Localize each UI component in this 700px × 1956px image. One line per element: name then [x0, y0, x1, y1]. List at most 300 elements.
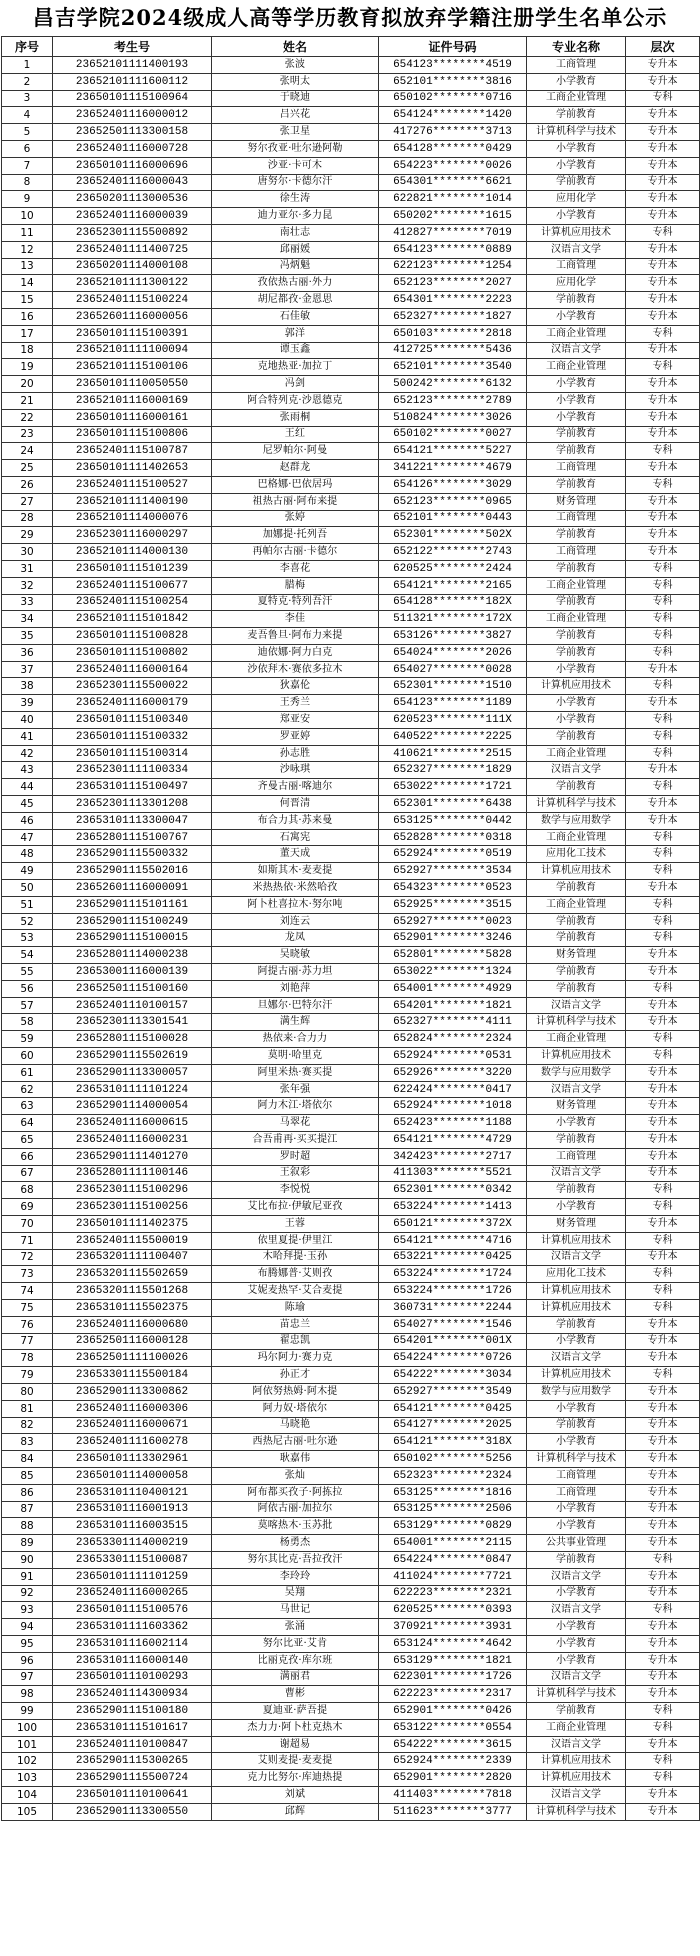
row-number-cell: 75	[2, 1299, 53, 1316]
level-cell: 专科	[626, 1367, 700, 1384]
id-number-cell: 653129********1821	[379, 1652, 527, 1669]
student-name-cell: 艾则麦提·麦麦提	[212, 1753, 379, 1770]
row-number-cell: 7	[2, 157, 53, 174]
row-number-cell: 3	[2, 90, 53, 107]
row-number-cell: 18	[2, 342, 53, 359]
student-name-cell: 耿嘉伟	[212, 1451, 379, 1468]
student-name-cell: 罗亚婷	[212, 728, 379, 745]
row-number-cell: 48	[2, 846, 53, 863]
id-number-cell: 652925********3515	[379, 896, 527, 913]
level-cell: 专升本	[626, 1619, 700, 1636]
table-row	[2, 762, 700, 779]
student-name-cell: 米热热依·米然哈孜	[212, 880, 379, 897]
exam-number-cell: 23650101113302961	[53, 1451, 212, 1468]
level-cell: 专科	[626, 863, 700, 880]
row-number-cell: 87	[2, 1501, 53, 1518]
major-name-cell: 小学教育	[527, 1333, 626, 1350]
student-name-cell: 王叙彩	[212, 1165, 379, 1182]
row-number-cell: 50	[2, 880, 53, 897]
level-cell: 专升本	[626, 1686, 700, 1703]
exam-number-cell: 23653101115502375	[53, 1299, 212, 1316]
id-number-cell: 653221********0425	[379, 1249, 527, 1266]
student-name-cell: 张雨桐	[212, 409, 379, 426]
major-name-cell: 工商管理	[527, 1148, 626, 1165]
exam-number-cell: 23652401115100787	[53, 443, 212, 460]
major-name-cell: 数学与应用数学	[527, 1064, 626, 1081]
table-row	[2, 1619, 700, 1636]
table-row	[2, 644, 700, 661]
id-number-cell: 370921********3931	[379, 1619, 527, 1636]
table-row	[2, 510, 700, 527]
level-cell: 专科	[626, 1602, 700, 1619]
exam-number-cell: 23652401111600278	[53, 1434, 212, 1451]
row-number-cell: 29	[2, 527, 53, 544]
major-name-cell: 汉语言文学	[527, 1350, 626, 1367]
row-number-cell: 68	[2, 1182, 53, 1199]
major-name-cell: 工商企业管理	[527, 896, 626, 913]
major-name-cell: 计算机应用技术	[527, 863, 626, 880]
exam-number-cell: 23652301113301541	[53, 1014, 212, 1031]
table-row	[2, 695, 700, 712]
student-name-cell: 沙亚·卡可木	[212, 157, 379, 174]
exam-number-cell: 23652101111400193	[53, 57, 212, 74]
row-number-cell: 54	[2, 947, 53, 964]
row-number-cell: 51	[2, 896, 53, 913]
student-name-cell: 迪依娜·阿力白克	[212, 644, 379, 661]
table-row	[2, 1132, 700, 1149]
table-row	[2, 913, 700, 930]
level-cell: 专升本	[626, 73, 700, 90]
row-number-cell: 65	[2, 1132, 53, 1149]
level-cell: 专科	[626, 1551, 700, 1568]
exam-number-cell: 23652801111100146	[53, 1165, 212, 1182]
table-row	[2, 1400, 700, 1417]
id-number-cell: 622123********1254	[379, 258, 527, 275]
exam-number-cell: 23652401115100677	[53, 577, 212, 594]
student-name-cell: 莫喀热木·玉苏批	[212, 1518, 379, 1535]
table-row	[2, 1199, 700, 1216]
id-number-cell: 654123********0889	[379, 241, 527, 258]
table-row	[2, 1249, 700, 1266]
major-name-cell: 学前教育	[527, 1703, 626, 1720]
table-row	[2, 1719, 700, 1736]
id-number-cell: 652924********2339	[379, 1753, 527, 1770]
exam-number-cell: 23650101114000058	[53, 1467, 212, 1484]
table-row	[2, 376, 700, 393]
id-number-cell: 653224********1413	[379, 1199, 527, 1216]
major-name-cell: 计算机科学与技术	[527, 1686, 626, 1703]
level-cell: 专升本	[626, 107, 700, 124]
exam-number-cell: 23653001116000139	[53, 964, 212, 981]
major-name-cell: 学前教育	[527, 728, 626, 745]
id-number-cell: 654123********4519	[379, 57, 527, 74]
level-cell: 专升本	[626, 1383, 700, 1400]
exam-number-cell: 23652401116000164	[53, 661, 212, 678]
student-name-cell: 合吾甫再·买买提江	[212, 1132, 379, 1149]
student-name-cell: 邱丽媛	[212, 241, 379, 258]
major-name-cell: 学前教育	[527, 880, 626, 897]
exam-number-cell: 23652401116000043	[53, 174, 212, 191]
row-number-cell: 39	[2, 695, 53, 712]
row-number-cell: 63	[2, 1098, 53, 1115]
student-name-cell: 张卫星	[212, 124, 379, 141]
major-name-cell: 财务管理	[527, 1215, 626, 1232]
exam-number-cell: 23653101116001913	[53, 1501, 212, 1518]
level-cell: 专科	[626, 90, 700, 107]
row-number-cell: 72	[2, 1249, 53, 1266]
row-number-cell: 35	[2, 628, 53, 645]
major-name-cell: 计算机科学与技术	[527, 124, 626, 141]
id-number-cell: 652301********6438	[379, 796, 527, 813]
major-name-cell: 数学与应用数学	[527, 1383, 626, 1400]
row-number-cell: 8	[2, 174, 53, 191]
row-number-cell: 38	[2, 678, 53, 695]
exam-number-cell: 23652101111400190	[53, 493, 212, 510]
major-name-cell: 学前教育	[527, 443, 626, 460]
level-cell: 专科	[626, 594, 700, 611]
exam-number-cell: 23650101110050550	[53, 376, 212, 393]
row-number-cell: 27	[2, 493, 53, 510]
row-number-cell: 2	[2, 73, 53, 90]
id-number-cell: 653129********0829	[379, 1518, 527, 1535]
table-row	[2, 1803, 700, 1820]
row-number-cell: 79	[2, 1367, 53, 1384]
row-number-cell: 85	[2, 1467, 53, 1484]
exam-number-cell: 23650101115100806	[53, 426, 212, 443]
major-name-cell: 小学教育	[527, 1518, 626, 1535]
table-row	[2, 1787, 700, 1804]
major-name-cell: 应用化工技术	[527, 1266, 626, 1283]
table-row	[2, 191, 700, 208]
major-name-cell: 工商企业管理	[527, 325, 626, 342]
student-name-cell: 胡尼都孜·金恩思	[212, 292, 379, 309]
table-row	[2, 947, 700, 964]
student-name-cell: 迪力亚尔·多力昆	[212, 208, 379, 225]
table-row	[2, 745, 700, 762]
student-name-cell: 杰力力·阿卜杜克热木	[212, 1719, 379, 1736]
id-number-cell: 654127********2025	[379, 1417, 527, 1434]
level-cell: 专科	[626, 896, 700, 913]
exam-number-cell: 23652901115500332	[53, 846, 212, 863]
exam-number-cell: 23650101115100964	[53, 90, 212, 107]
row-number-cell: 40	[2, 712, 53, 729]
row-number-cell: 15	[2, 292, 53, 309]
student-name-cell: 努尔其比克·吾拉孜汗	[212, 1551, 379, 1568]
level-cell: 专升本	[626, 695, 700, 712]
level-cell: 专科	[626, 1283, 700, 1300]
row-number-cell: 100	[2, 1719, 53, 1736]
table-row	[2, 1148, 700, 1165]
level-cell: 专升本	[626, 1316, 700, 1333]
row-number-cell: 41	[2, 728, 53, 745]
id-number-cell: 650103********2818	[379, 325, 527, 342]
level-cell: 专科	[626, 829, 700, 846]
major-name-cell: 学前教育	[527, 292, 626, 309]
id-number-cell: 652101********0443	[379, 510, 527, 527]
exam-number-cell: 23652101115100106	[53, 359, 212, 376]
table-row	[2, 1283, 700, 1300]
table-row	[2, 107, 700, 124]
row-number-cell: 105	[2, 1803, 53, 1820]
exam-number-cell: 23650101111402375	[53, 1215, 212, 1232]
major-name-cell: 计算机应用技术	[527, 1048, 626, 1065]
major-name-cell: 工商企业管理	[527, 90, 626, 107]
id-number-cell: 654121********4716	[379, 1232, 527, 1249]
major-name-cell: 学前教育	[527, 1132, 626, 1149]
id-number-cell: 652101********3540	[379, 359, 527, 376]
id-number-cell: 652423********1188	[379, 1115, 527, 1132]
id-number-cell: 652924********1018	[379, 1098, 527, 1115]
exam-number-cell: 23652101111100094	[53, 342, 212, 359]
row-number-cell: 32	[2, 577, 53, 594]
id-number-cell: 654123********1189	[379, 695, 527, 712]
student-name-cell: 王蓉	[212, 1215, 379, 1232]
major-name-cell: 财务管理	[527, 493, 626, 510]
row-number-cell: 9	[2, 191, 53, 208]
student-name-cell: 布腾娜普·艾则孜	[212, 1266, 379, 1283]
row-number-cell: 84	[2, 1451, 53, 1468]
table-row	[2, 1753, 700, 1770]
exam-number-cell: 23652301115500022	[53, 678, 212, 695]
level-cell: 专升本	[626, 1132, 700, 1149]
exam-number-cell: 23652401116000615	[53, 1115, 212, 1132]
student-name-cell: 阿依努热姆·阿木提	[212, 1383, 379, 1400]
table-row	[2, 476, 700, 493]
major-name-cell: 汉语言文学	[527, 1736, 626, 1753]
table-row	[2, 1484, 700, 1501]
student-name-cell: 阿提古丽·苏力坦	[212, 964, 379, 981]
exam-number-cell: 23652601116000091	[53, 880, 212, 897]
id-number-cell: 654222********3034	[379, 1367, 527, 1384]
row-number-cell: 21	[2, 392, 53, 409]
student-name-cell: 阿卜杜喜拉木·努尔吨	[212, 896, 379, 913]
id-number-cell: 622223********2321	[379, 1585, 527, 1602]
table-row	[2, 275, 700, 292]
table-row	[2, 1669, 700, 1686]
level-cell: 专升本	[626, 275, 700, 292]
level-cell: 专升本	[626, 1417, 700, 1434]
major-name-cell: 工商管理	[527, 510, 626, 527]
student-name-cell: 石佳敏	[212, 308, 379, 325]
major-name-cell: 学前教育	[527, 107, 626, 124]
id-number-cell: 654323********0523	[379, 880, 527, 897]
student-name-cell: 夏特克·特列吾汗	[212, 594, 379, 611]
major-name-cell: 计算机应用技术	[527, 224, 626, 241]
student-name-cell: 郑亚安	[212, 712, 379, 729]
table-row	[2, 1367, 700, 1384]
level-cell: 专科	[626, 359, 700, 376]
major-name-cell: 计算机科学与技术	[527, 796, 626, 813]
row-number-cell: 42	[2, 745, 53, 762]
level-cell: 专科	[626, 779, 700, 796]
table-row	[2, 1501, 700, 1518]
exam-number-cell: 23652401116000012	[53, 107, 212, 124]
table-row	[2, 560, 700, 577]
level-cell: 专升本	[626, 510, 700, 527]
major-name-cell: 学前教育	[527, 1417, 626, 1434]
exam-number-cell: 23652901115502016	[53, 863, 212, 880]
major-name-cell: 学前教育	[527, 964, 626, 981]
level-cell: 专升本	[626, 292, 700, 309]
major-name-cell: 小学教育	[527, 1400, 626, 1417]
row-number-cell: 94	[2, 1619, 53, 1636]
row-number-cell: 13	[2, 258, 53, 275]
major-name-cell: 学前教育	[527, 628, 626, 645]
student-name-cell: 沙依拜木·赛依多拉木	[212, 661, 379, 678]
level-cell: 专升本	[626, 1400, 700, 1417]
student-name-cell: 孜依热古丽·外力	[212, 275, 379, 292]
row-number-cell: 33	[2, 594, 53, 611]
major-name-cell: 学前教育	[527, 1316, 626, 1333]
id-number-cell: 640522********2225	[379, 728, 527, 745]
id-number-cell: 653022********1324	[379, 964, 527, 981]
level-cell: 专升本	[626, 493, 700, 510]
row-number-cell: 91	[2, 1568, 53, 1585]
level-cell: 专升本	[626, 997, 700, 1014]
level-cell: 专升本	[626, 1148, 700, 1165]
id-number-cell: 652927********3549	[379, 1383, 527, 1400]
table-row	[2, 1568, 700, 1585]
major-name-cell: 学前教育	[527, 980, 626, 997]
table-body	[2, 57, 700, 1821]
table-row	[2, 980, 700, 997]
level-cell: 专升本	[626, 964, 700, 981]
row-number-cell: 99	[2, 1703, 53, 1720]
level-cell: 专科	[626, 1266, 700, 1283]
table-row	[2, 308, 700, 325]
major-name-cell: 学前教育	[527, 426, 626, 443]
exam-number-cell: 23652301115100256	[53, 1199, 212, 1216]
table-row	[2, 1215, 700, 1232]
id-number-cell: 650102********5256	[379, 1451, 527, 1468]
id-number-cell: 652122********2743	[379, 544, 527, 561]
level-cell: 专升本	[626, 1467, 700, 1484]
table-row	[2, 1165, 700, 1182]
major-name-cell: 计算机应用技术	[527, 1299, 626, 1316]
major-name-cell: 工商管理	[527, 258, 626, 275]
row-number-cell: 34	[2, 611, 53, 628]
level-cell: 专升本	[626, 661, 700, 678]
level-cell: 专升本	[626, 1451, 700, 1468]
id-number-cell: 653124********4642	[379, 1635, 527, 1652]
id-number-cell: 650102********0027	[379, 426, 527, 443]
exam-number-cell: 23652401116000039	[53, 208, 212, 225]
header-id-number: 证件号码	[379, 37, 527, 57]
table-row	[2, 392, 700, 409]
row-number-cell: 11	[2, 224, 53, 241]
id-number-cell: 652828********0318	[379, 829, 527, 846]
level-cell: 专升本	[626, 258, 700, 275]
table-row	[2, 1098, 700, 1115]
row-number-cell: 25	[2, 460, 53, 477]
level-cell: 专科	[626, 224, 700, 241]
exam-number-cell: 23652401115500019	[53, 1232, 212, 1249]
level-cell: 专科	[626, 1770, 700, 1787]
exam-number-cell: 23652101114000076	[53, 510, 212, 527]
student-name-cell: 翟忠凯	[212, 1333, 379, 1350]
table-header-row	[2, 37, 700, 57]
student-name-cell: 张灿	[212, 1467, 379, 1484]
row-number-cell: 22	[2, 409, 53, 426]
row-number-cell: 74	[2, 1283, 53, 1300]
exam-number-cell: 23652901115100015	[53, 930, 212, 947]
table-row	[2, 1081, 700, 1098]
exam-number-cell: 23652401115100254	[53, 594, 212, 611]
exam-number-cell: 23652301116000297	[53, 527, 212, 544]
table-row	[2, 208, 700, 225]
major-name-cell: 小学教育	[527, 1434, 626, 1451]
level-cell: 专升本	[626, 157, 700, 174]
student-name-cell: 阿依古丽·加拉尔	[212, 1501, 379, 1518]
level-cell: 专升本	[626, 762, 700, 779]
level-cell: 专升本	[626, 1501, 700, 1518]
id-number-cell: 652301********0342	[379, 1182, 527, 1199]
exam-number-cell: 23652901113300550	[53, 1803, 212, 1820]
major-name-cell: 汉语言文学	[527, 1787, 626, 1804]
table-row	[2, 1736, 700, 1753]
student-name-cell: 徐生涛	[212, 191, 379, 208]
id-number-cell: 511321********172X	[379, 611, 527, 628]
student-name-cell: 阿布都买孜子·阿拣拉	[212, 1484, 379, 1501]
table-row	[2, 258, 700, 275]
table-row	[2, 1182, 700, 1199]
exam-number-cell: 23652401116000728	[53, 140, 212, 157]
major-name-cell: 汉语言文学	[527, 241, 626, 258]
exam-number-cell: 23653201111100407	[53, 1249, 212, 1266]
major-name-cell: 工商企业管理	[527, 1719, 626, 1736]
major-name-cell: 应用化学	[527, 275, 626, 292]
major-name-cell: 汉语言文学	[527, 1081, 626, 1098]
row-number-cell: 37	[2, 661, 53, 678]
level-cell: 专科	[626, 745, 700, 762]
level-cell: 专升本	[626, 1568, 700, 1585]
row-number-cell: 4	[2, 107, 53, 124]
row-number-cell: 96	[2, 1652, 53, 1669]
level-cell: 专升本	[626, 426, 700, 443]
id-number-cell: 620523********111X	[379, 712, 527, 729]
level-cell: 专科	[626, 712, 700, 729]
student-name-cell: 于晓迪	[212, 90, 379, 107]
table-row	[2, 829, 700, 846]
table-row	[2, 880, 700, 897]
id-number-cell: 654223********0026	[379, 157, 527, 174]
id-number-cell: 650121********372X	[379, 1215, 527, 1232]
id-number-cell: 650102********0716	[379, 90, 527, 107]
level-cell: 专升本	[626, 796, 700, 813]
id-number-cell: 622301********1726	[379, 1669, 527, 1686]
student-name-cell: 巴格娜·巴依居玛	[212, 476, 379, 493]
student-name-cell: 满丽君	[212, 1669, 379, 1686]
exam-number-cell: 23653201115502659	[53, 1266, 212, 1283]
row-number-cell: 57	[2, 997, 53, 1014]
level-cell: 专升本	[626, 308, 700, 325]
row-number-cell: 36	[2, 644, 53, 661]
id-number-cell: 341221********4679	[379, 460, 527, 477]
row-number-cell: 93	[2, 1602, 53, 1619]
major-name-cell: 汉语言文学	[527, 1602, 626, 1619]
table-row	[2, 896, 700, 913]
id-number-cell: 652824********2324	[379, 1031, 527, 1048]
row-number-cell: 97	[2, 1669, 53, 1686]
level-cell: 专科	[626, 980, 700, 997]
table-row	[2, 964, 700, 981]
level-cell: 专升本	[626, 1787, 700, 1804]
major-name-cell: 学前教育	[527, 594, 626, 611]
row-number-cell: 83	[2, 1434, 53, 1451]
table-row	[2, 1350, 700, 1367]
row-number-cell: 89	[2, 1535, 53, 1552]
table-row	[2, 1585, 700, 1602]
